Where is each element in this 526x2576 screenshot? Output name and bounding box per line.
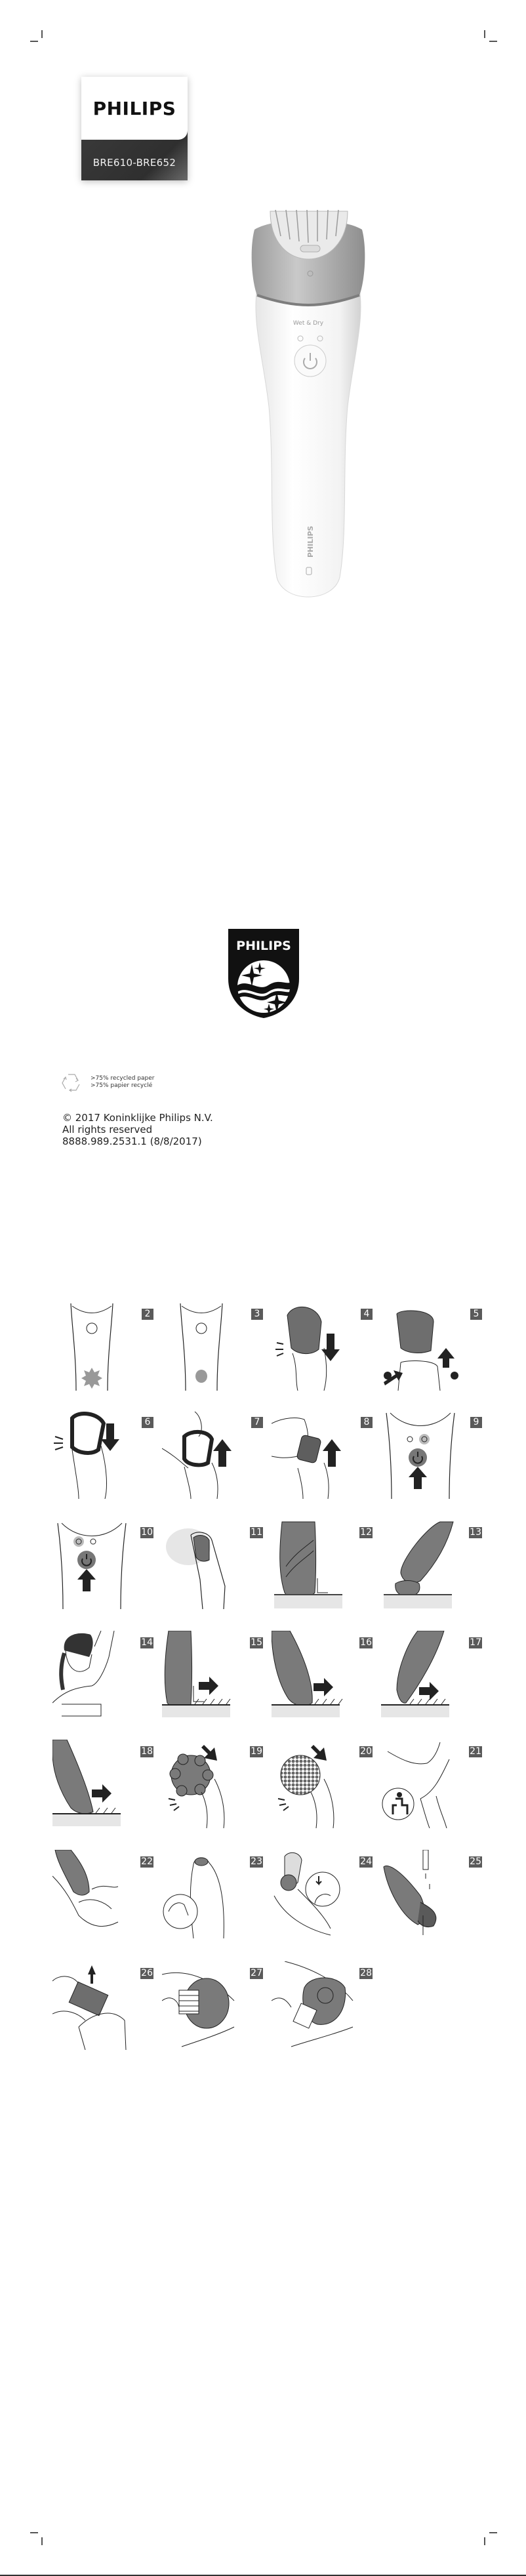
crop-mark-bottom-right: [489, 2532, 497, 2533]
figure-7: [162, 1410, 263, 1499]
figure-21: [381, 1740, 482, 1828]
figure-12: [272, 1521, 373, 1609]
figure-2: [52, 1302, 153, 1391]
figure-number: 22: [141, 1856, 153, 1867]
product-image-epilator: [223, 190, 367, 610]
figure-number: 14: [141, 1637, 153, 1648]
figure-11: [162, 1521, 263, 1609]
figure-number: 19: [251, 1746, 262, 1757]
crop-mark-bottom-left: [30, 2532, 38, 2533]
figure-number: 3: [251, 1309, 263, 1320]
figure-24: [272, 1850, 373, 1938]
figure-number: 4: [361, 1309, 373, 1320]
crop-mark-bottom-left: [41, 2537, 43, 2545]
figure-number: 15: [251, 1637, 262, 1648]
figure-number: 20: [360, 1746, 372, 1757]
crop-mark-bottom-right: [484, 2537, 485, 2545]
figure-18: [52, 1740, 153, 1828]
figure-8: [272, 1410, 373, 1499]
brand-badge: [81, 77, 188, 180]
figure-number: 6: [142, 1417, 153, 1428]
figure-28: [272, 1961, 373, 2050]
figure-number: 18: [141, 1746, 153, 1757]
figure-6: [52, 1410, 153, 1499]
figure-9: [381, 1410, 482, 1499]
figure-number: 25: [470, 1856, 481, 1867]
figure-number: 17: [470, 1637, 481, 1648]
document-number: 8888.989.2531.1 (8/8/2017): [62, 1135, 202, 1147]
figure-22: [52, 1850, 153, 1938]
figure-number: 27: [251, 1968, 262, 1978]
svg-text:PHILIPS: PHILIPS: [306, 525, 315, 558]
figure-13: [381, 1521, 482, 1609]
crop-mark-top-left: [41, 30, 43, 38]
figure-20: [272, 1740, 373, 1828]
figure-10: [52, 1521, 153, 1609]
rights-line: All rights reserved: [62, 1124, 153, 1135]
copyright-line: © 2017 Koninklijke Philips N.V.: [62, 1112, 213, 1124]
figure-number: 26: [141, 1968, 153, 1978]
svg-text:PHILIPS: PHILIPS: [236, 939, 291, 953]
figure-number: 8: [361, 1417, 373, 1428]
svg-text:Wet & Dry: Wet & Dry: [293, 320, 324, 327]
figure-number: 2: [142, 1309, 153, 1320]
figure-number: 11: [251, 1527, 262, 1538]
figure-number: 7: [251, 1417, 263, 1428]
recycling-note: [60, 1072, 154, 1093]
model-range: BRE610-BRE652: [92, 157, 176, 169]
figure-17: [381, 1631, 482, 1719]
brand-wordmark: PHILIPS: [92, 97, 176, 119]
crop-mark-top-right: [484, 30, 485, 38]
figure-number: 28: [360, 1968, 372, 1978]
recycled-paper-fr: >75% papier recyclé: [91, 1082, 153, 1089]
figure-number: 9: [470, 1417, 482, 1428]
copyright-block: [62, 1112, 213, 1147]
figure-number: 23: [251, 1856, 262, 1867]
crop-mark-top-left: [30, 41, 38, 42]
figure-27: [162, 1961, 263, 2050]
figure-number: 13: [470, 1527, 481, 1538]
figure-19: [162, 1740, 263, 1828]
figure-25: [381, 1850, 482, 1938]
recycled-paper-en: >75% recycled paper: [91, 1075, 155, 1082]
figure-14: [52, 1631, 153, 1719]
figure-3: [162, 1302, 263, 1391]
figure-16: [272, 1631, 373, 1719]
recycle-icon: [60, 1072, 83, 1093]
figure-number: 16: [360, 1637, 372, 1648]
figure-number: 10: [141, 1527, 153, 1538]
figure-4: [272, 1302, 373, 1391]
figure-23: [162, 1850, 263, 1938]
figure-number: 21: [470, 1746, 481, 1757]
figure-26: [52, 1961, 153, 2050]
philips-shield-logo: [226, 926, 302, 1019]
figure-number: 5: [470, 1309, 482, 1320]
crop-mark-top-right: [489, 41, 497, 42]
figure-15: [162, 1631, 263, 1719]
figure-5: [381, 1302, 482, 1391]
figure-number: 12: [360, 1527, 372, 1538]
figure-number: 24: [360, 1856, 372, 1867]
